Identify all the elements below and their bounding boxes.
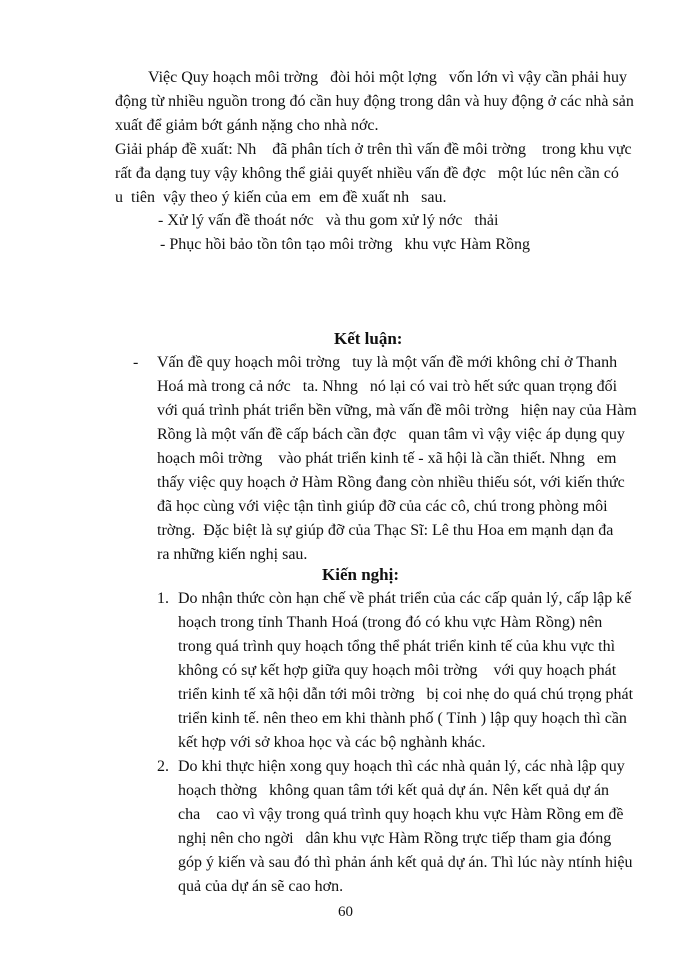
recommendation-line: Do nhận thức còn hạn chế về phát triển của các cấp quản lý, cấp lập kế (178, 590, 632, 607)
recommendation-number: 1. (157, 590, 169, 607)
recommendation-line: kết hợp với sở khoa học và các bộ nghành khác. (178, 734, 486, 751)
conclusion-line: Vấn đề quy hoạch môi trờng tuy là một vấn đề mới không chỉ ở Thanh (157, 354, 618, 371)
proposal-item: - Xử lý vấn đề thoát nớc và thu gom xử lý nớc thải (158, 212, 499, 229)
intro-line: xuất để giảm bớt gánh nặng cho nhà nớc. (115, 117, 379, 134)
recommendation-line: quả của dự án sẽ cao hơn. (178, 878, 344, 895)
conclusion-line: thấy việc quy hoạch ở Hàm Rồng đang còn nhiều thiếu sót, với kiến thức (157, 474, 625, 491)
recommendation-line: trong quá trình quy hoạch tổng thể phát triển kinh tế của khu vực thì (178, 638, 616, 655)
conclusion-bullet: - (133, 354, 139, 371)
conclusion-line: ra những kiến nghị sau. (157, 546, 308, 563)
conclusion-line: hoạch môi trờng vào phát triển kinh tế - xã hội là cần thiết. Nhng em (157, 450, 617, 467)
page-number: 60 (338, 904, 353, 920)
recommendation-number: 2. (157, 758, 169, 775)
recommendation-line: triển kinh tế. nên theo em khi thành phố ( Tỉnh ) lập quy hoạch thì cần (178, 710, 627, 727)
conclusion-heading: Kết luận: (334, 329, 403, 348)
recommendation-line: triển kinh tế xã hội dẫn tới môi trờng bị coi nhẹ do quá chú trọng phát (178, 686, 634, 703)
recommendation-line: cha cao vì vậy trong quá trình quy hoạch khu vực Hàm Rồng em đề (178, 806, 624, 823)
conclusion-line: Rồng là một vấn đề cấp bách cần đợc quan tâm vì vậy việc áp dụng quy (157, 426, 625, 443)
proposal-item: - Phục hồi bảo tồn tôn tạo môi trờng khu vực Hàm Rồng (160, 236, 530, 253)
recommendations-heading: Kiến nghị: (322, 565, 399, 584)
proposal-line: u tiên vậy theo ý kiến của em em đề xuất nh sau. (115, 189, 447, 206)
recommendation-line: hoạch trong tỉnh Thanh Hoá (trong đó có khu vực Hàm Rồng) nên (178, 614, 603, 631)
conclusion-line: Hoá mà trong cả nớc ta. Nhng nó lại có vai trò hết sức quan trọng đối (157, 378, 618, 395)
proposal-line: rất đa dạng tuy vậy không thể giải quyết nhiều vấn đề đợc một lúc nên cần có (115, 165, 619, 182)
intro-line: Việc Quy hoạch môi trờng đòi hỏi một lợng vốn lớn vì vậy cần phải huy (148, 69, 628, 86)
conclusion-line: trờng. Đặc biệt là sự giúp đỡ của Thạc Sĩ: Lê thu Hoa em mạnh dạn đa (157, 522, 614, 539)
recommendation-line: không có sự kết hợp giữa quy hoạch môi trờng với quy hoạch phát (178, 662, 617, 679)
conclusion-line: đã học cùng với việc tận tình giúp đỡ của các cô, chú trong phòng môi (157, 498, 608, 515)
recommendation-line: hoạch thờng không quan tâm tới kết quả dự án. Nên kết quả dự án (178, 782, 610, 799)
recommendation-line: góp ý kiến và sau đó thì phản ánh kết quả dự án. Thì lúc này ntính hiệu (178, 854, 633, 871)
conclusion-line: với quá trình phát triển bền vững, mà vấn đề môi trờng hiện nay của Hàm (157, 402, 637, 419)
recommendation-line: Do khi thực hiện xong quy hoạch thì các nhà quản lý, các nhà lập quy (178, 758, 625, 775)
proposal-line: Giải pháp đề xuất: Nh đã phân tích ở trên thì vấn đề môi trờng trong khu vực (115, 141, 632, 158)
recommendation-line: nghị nên cho ngời dân khu vực Hàm Rồng trực tiếp tham gia đóng (178, 830, 612, 847)
intro-line: động từ nhiều nguồn trong đó cần huy động trong dân và huy động ở các nhà sản (115, 93, 634, 110)
